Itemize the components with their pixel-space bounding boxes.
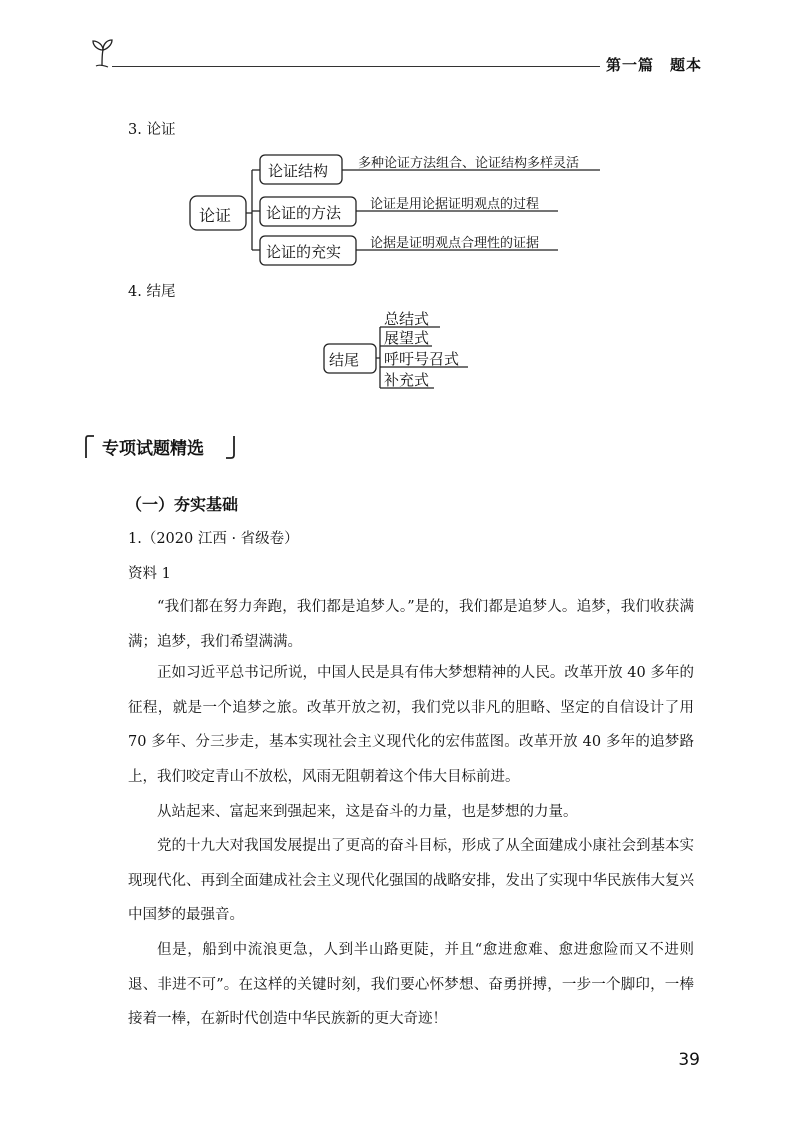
subsection-title: （一）夯实基础 — [126, 495, 239, 514]
paragraph-4: 党的十九大对我国发展提出了更高的奋斗目标，形成了从全面建成小康社会到基本实现现代化、再到全面建成社会主义现代化强国的战略安排，发出了实现中华民族伟大复兴中国梦的最强音。 — [128, 838, 694, 923]
argument-branch-support: 论证的充实 — [266, 243, 342, 261]
ending-root: 结尾 — [329, 351, 360, 369]
ending-item-supplement: 补充式 — [384, 371, 430, 389]
ending-item-outlook: 展望式 — [384, 329, 430, 347]
section-bracket-left-icon — [84, 434, 96, 460]
argument-root: 论证 — [199, 206, 232, 225]
argument-note-support: 论据是证明观点合理性的证据 — [370, 236, 540, 251]
argument-note-structure: 多种论证方法组合、论证结构多样灵活 — [358, 156, 580, 171]
paragraph-5: 但是，船到中流浪更急，人到半山路更陡，并且“愈进愈难、愈进愈险而又不进则退、非进不可”。在这样的关键时刻，我们要心怀梦想、奋勇拼搏，一步一个脚印，一棒接着一棒，在新时代创造中华民族新的更大奇迹！ — [128, 942, 694, 1027]
argument-heading: 3. 论证 — [128, 122, 176, 138]
material-label: 资料 1 — [128, 566, 171, 582]
paragraph-3: 从站起来、富起来到强起来，这是奋斗的力量，也是梦想的力量。 — [157, 804, 578, 820]
argument-branch-method: 论证的方法 — [266, 204, 342, 222]
argument-note-method: 论证是用论据证明观点的过程 — [370, 197, 540, 212]
argument-diagram-lines — [0, 0, 800, 300]
ending-item-appeal: 呼吁号召式 — [384, 350, 460, 368]
question-number: 1.（2020 江西 · 省级卷） — [128, 531, 299, 547]
paragraph-2: 正如习近平总书记所说，中国人民是具有伟大梦想精神的人民。改革开放 40 多年的征程，就是一个追梦之旅。改革开放之初，我们党以非凡的胆略、坚定的自信设计了用 70 多年、分三步走，基本实现社会主义现代化的宏伟蓝图。改革开放 40 多年的追梦路上，我们咬定青山不放松，风雨无阻朝着这个伟大目标前进。 — [128, 665, 694, 785]
section-title: 专项试题精选 — [102, 439, 204, 459]
section-bracket-right-icon — [224, 434, 236, 460]
ending-item-summary: 总结式 — [384, 310, 430, 328]
ending-heading: 4. 结尾 — [128, 284, 176, 300]
paragraph-1: “我们都在努力奔跑，我们都是追梦人。”是的，我们都是追梦人。追梦，我们收获满满；追梦，我们希望满满。 — [128, 599, 694, 650]
page-number: 39 — [678, 1050, 700, 1070]
argument-branch-structure: 论证结构 — [268, 162, 329, 180]
header-title: 第一篇 题本 — [606, 56, 703, 74]
